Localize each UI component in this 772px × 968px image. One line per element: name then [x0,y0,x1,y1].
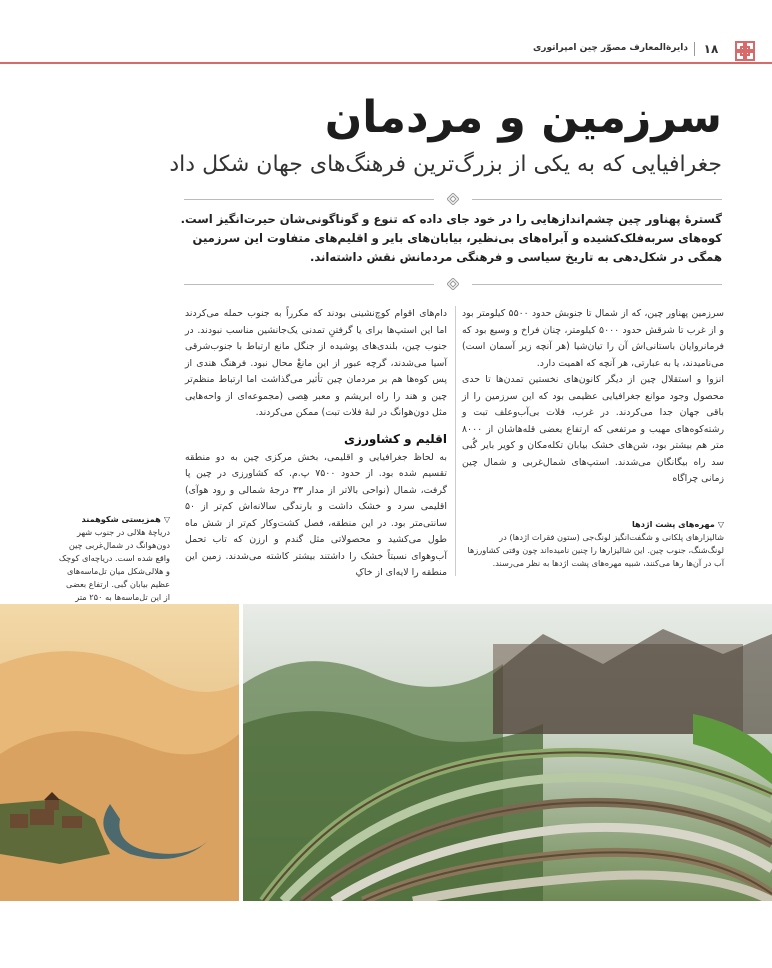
page-number: ۱۸ [703,42,719,56]
body-column-left [185,306,447,582]
rice-terraces-photo [243,604,772,901]
body-column-right [462,306,724,488]
body-paragraph: سرزمین پهناور چین، که از شمال تا جنوبش حدود ۵۵۰۰ کیلومتر بود و از غرب تا شرقش حدود ۵۰۰۰ کیلومتر، چنان فراخ و وسیع بود که فرمانروایان باستانی‌اش آن را تیان‌شیا (هر آنچه زیر آسمان است) می‌نامیدند، یا به عبارتی، هر آنچه که اهمیت دارد. [462,308,724,369]
section-heading: اقلیم و کشاورزی [344,431,447,446]
caption-text: شالیزارهای پلکانی و شگفت‌انگیز لونگ‌جی (ستون فقرات اژدها) در لونگ‌شنگ، جنوب چین. این شالیزارها را چنین نامیده‌اند چون وقتی کشاورزها آب در آن‌ها رها می‌کنند، شبیه مهره‌های پشت اژدها به نظر می‌رسند. [467,532,724,568]
ornament-rule-bottom [184,278,722,290]
column-divider [455,306,456,576]
caption-title: مهره‌های پشت اژدها [631,519,715,529]
header-separator [694,42,695,56]
triangle-pointer-icon: ▽ [717,520,724,529]
ornament-rule-top [184,193,722,205]
caption-text: دریاچهٔ هلالی در جنوب شهر دون‌هوانگ در شمال‌غربی چین واقع شده است. دریاچه‌ای کوچک و هلالی‌شکل میان تل‌ماسه‌های عظیم بیابان گبی. ارتفاع بعضی از این تل‌ماسه‌ها به ۲۵۰ متر [58,527,170,602]
diamond-ornament-icon [447,193,459,205]
caption-oasis [58,513,170,617]
body-paragraph: دام‌های اقوام کوچ‌نشینی بودند که مکرراً به جنوب حمله می‌کردند اما این استپ‌ها برای یا گرفتنِ تمدنی یک‌جانشین مناسب نبودند. در جنوب چین، بلندی‌های پوشیده از جنگل مانع ارتباط با جنوب‌شرقی آسیا می‌شدند، گرچه عبور از این مانعْ محال نبود. فرهنگ هندی از پس کوه‌ها هم بر مردمان چین تأثیر می‌گذاشت اما ارتباط منظم‌تر چین و هند را راه ابریشم و معبر هِصی (مجموعه‌ای از واحه‌هایی مثل دون‌هوانگ در لبهٔ فلات تبت) ممکن می‌کردند. [185,308,447,418]
page-title: سرزمین و مردمان [324,92,722,143]
diamond-ornament-icon [447,278,459,290]
lead-paragraph: گسترهٔ پهناور چین چشم‌اندازهایی را در خود جای داده که تنوع و گوناگونی‌شان حیرت‌انگیز است. کوه‌های سربه‌فلک‌کشیده و آبراه‌های بی‌نظیر، بیابان‌های بایر و اقلیم‌های متفاوت این سرزمین همگی در شکل‌دهی به تاریخ سیاسی و فرهنگی مردمانش نقش داشته‌اند. [180,212,722,264]
knot-ornament-icon [734,40,756,62]
running-title: دایرةالمعارف مصوّر چین امپراتوری [533,43,688,53]
body-paragraph: به لحاظ جغرافیایی و اقلیمی، بخش مرکزی چین به دو منطقه تقسیم شده بود. از حدود ۷۵۰۰ پ.م. که کشاورزی در چین پا گرفت، شمال (نواحی بالاتر از مدار ۳۳ درجهٔ شمالی و رود هوآی) اقلیمی سرد و خشک داشت و بارندگی سالانه‌اش کم‌تر از ۵۰ سانتی‌متر بود. در این منطقه، فصل کشت‌وکار کم‌تر از شش ماه طول می‌کشید و محصولاتی مثل گندم و ارزن که تاب تحمل آب‌وهوای نسبتاً خشک را داشتند بیشتر کاشته می‌شدند. زمین این منطقه را لایه‌ای از خاکِ [185,451,448,578]
page-subtitle: جغرافیایی که به یکی از بزرگ‌ترین فرهنگ‌های جهان شکل داد [169,152,722,177]
caption-terraces [462,518,724,570]
triangle-pointer-icon: ▽ [163,515,170,524]
header-rule [0,62,772,64]
caption-title: همزیستی شکوهمند [81,514,161,524]
crescent-lake-desert-photo [0,604,239,901]
body-paragraph: انزوا و استقلال چین از دیگر کانون‌های نخستین تمدن‌ها تا حدی محصول وجود موانع جغرافیایی عظیمی بود که این سرزمین را از باقی جهان جدا می‌کردند. در غرب، فلات بی‌آب‌وعلف تبت و رشته‌کوه‌های مهیب و مرتفعی که ارتفاع بعضی قله‌هاشان از ۸۰۰۰ متر هم بیشتر بود، شن‌های خشک بیابان تکله‌مکان و کویر بایر گُبی سد راه بیگانگان می‌شدند. استپ‌های شمال‌غربی و شمال چین زمانی چراگاه [462,374,724,484]
